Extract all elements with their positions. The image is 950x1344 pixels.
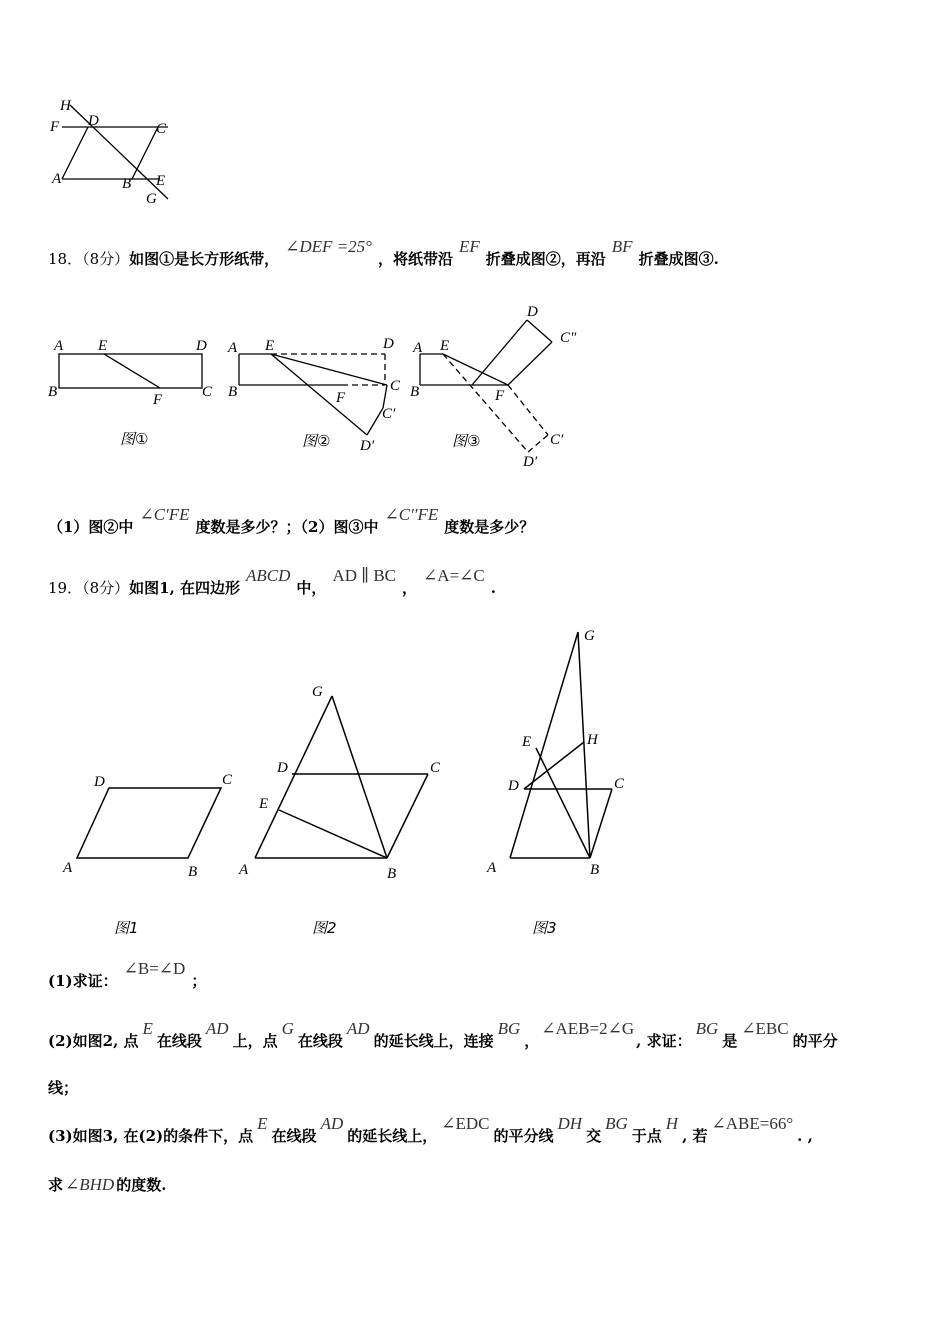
q19-part-2: (2)如图2, 点E在线段AD上，点G在线段AD的延长线上，连接BG，∠AEB=2∠G, 求证：BG是∠EBC的平分 xyxy=(48,1019,838,1050)
q19-fig3-label-G: G xyxy=(584,628,595,644)
q19-fig1-label-B: B xyxy=(188,864,198,880)
q19-fig2-caption: 图2 xyxy=(312,919,337,937)
fig1-caption: 图① xyxy=(120,430,149,448)
q19-part-1: (1)求证：∠B=∠D； xyxy=(48,959,207,990)
q19-fig1-label-D: D xyxy=(94,774,105,790)
fig1-label-F: F xyxy=(153,392,163,408)
q19-fig2-label-D: D xyxy=(277,760,288,776)
q18-figures xyxy=(40,298,600,473)
q19-fig3-caption: 图3 xyxy=(532,919,557,937)
q19-fig3-label-A: A xyxy=(487,860,497,876)
q19-score: （8分） xyxy=(82,579,130,597)
fig1-label-C: C xyxy=(202,384,213,400)
fig2-label-D-prime: D′ xyxy=(360,438,375,454)
fig1-label-E: E xyxy=(98,338,108,354)
q19-fig1-label-A: A xyxy=(63,860,73,876)
q19-fig1-label-C: C xyxy=(222,772,233,788)
q19-fig2-label-E: E xyxy=(259,796,269,812)
fig1-label-B: B xyxy=(48,384,58,400)
q19-fig2-label-B: B xyxy=(387,866,397,882)
label-B: B xyxy=(122,176,132,192)
q19-fig2-label-G: G xyxy=(312,684,323,700)
fig3-label-C-double-prime: C" xyxy=(560,330,577,346)
q19-part-3-cont: 求 ∠BHD 的度数. xyxy=(48,1175,167,1194)
q18-stem: 18．（8分）如图①是长方形纸带，∠DEF =25°，将纸带沿EF折叠成图②，再沿BF折叠成图③. xyxy=(48,237,719,268)
label-H: H xyxy=(60,98,71,114)
q18-text: 如图①是长方形纸带， xyxy=(129,250,280,268)
fig2-caption: 图② xyxy=(302,432,331,450)
q19-part-3: (3)如图3, 在(2)的条件下，点E在线段AD的延长线上，∠EDC的平分线DH交BG于点H, 若∠ABE=66°. , xyxy=(48,1114,813,1145)
q19-fig2-label-C: C xyxy=(430,760,441,776)
fig3-label-B: B xyxy=(410,384,420,400)
fig3-label-C-prime: C′ xyxy=(550,432,564,448)
fig3-label-D: D xyxy=(527,304,538,320)
fig2-label-D: D xyxy=(383,336,394,352)
q19-fig3-label-C: C xyxy=(614,776,625,792)
q18-parts: （1）图②中∠C′FE度数是多少？；（2）图③中∠C′′FE度数是多少？ xyxy=(48,505,535,536)
label-F: F xyxy=(50,119,60,135)
q19-fig3-label-D: D xyxy=(508,778,519,794)
label-E: E xyxy=(156,173,166,189)
fig2-label-E: E xyxy=(265,338,275,354)
fig1-label-D: D xyxy=(196,338,207,354)
q19-fig3-label-B: B xyxy=(590,862,600,878)
q18-number: 18． xyxy=(48,250,83,268)
q18-math-angle: ∠DEF =25° xyxy=(285,237,372,256)
fig3-label-E: E xyxy=(440,338,450,354)
q19-part-2-cont: 线； xyxy=(48,1079,79,1097)
fig2-label-C: C xyxy=(390,378,401,394)
q19-fig3-label-E: E xyxy=(522,734,532,750)
fig3-label-F: F xyxy=(495,388,505,404)
q19-stem: 19．（8分）如图1, 在四边形ABCD中，AD ∥ BC，∠A=∠C. xyxy=(48,566,496,597)
q19-figures xyxy=(50,620,650,945)
fig2-label-F: F xyxy=(336,390,346,406)
parallelogram-figure-top xyxy=(40,95,180,210)
fig2-label-C-prime: C′ xyxy=(382,406,396,422)
fig2-label-A: A xyxy=(228,340,238,356)
fig3-label-A: A xyxy=(413,340,423,356)
fig1-label-A: A xyxy=(54,338,64,354)
q19-fig2-label-A: A xyxy=(239,862,249,878)
fig3-label-D-prime: D′ xyxy=(523,454,538,470)
q19-number: 19． xyxy=(48,579,83,597)
label-G: G xyxy=(146,191,157,207)
q18-score: （8分） xyxy=(82,250,130,268)
q19-fig3-label-H: H xyxy=(587,732,598,748)
fig2-label-B: B xyxy=(228,384,238,400)
label-A: A xyxy=(52,171,62,187)
label-C: C xyxy=(156,121,167,137)
label-D: D xyxy=(88,113,99,129)
q19-fig1-caption: 图1 xyxy=(114,919,139,937)
fig3-caption: 图③ xyxy=(452,432,481,450)
